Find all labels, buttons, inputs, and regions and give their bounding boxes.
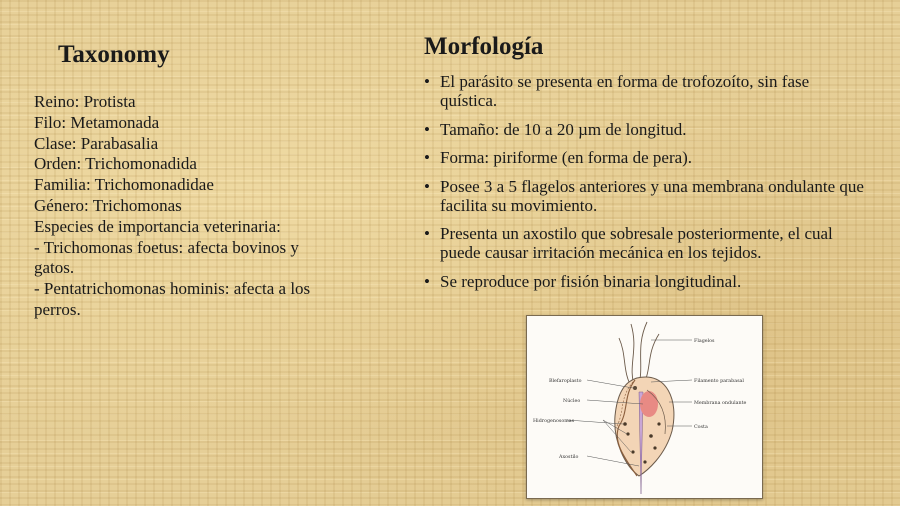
label-hidrogenosomas: Hidrogenosomas — [533, 419, 575, 424]
hydrogenosome — [623, 422, 627, 426]
taxonomy-line: Género: Trichomonas — [34, 195, 182, 215]
bullet-dot: • — [424, 224, 430, 243]
hydrogenosome — [649, 434, 653, 438]
bullet-item — [424, 272, 864, 291]
blepharoplast — [633, 386, 637, 390]
taxonomy-line: - Pentatrichomonas hominis: afecta a los perros. — [34, 279, 311, 319]
bullet-text: Forma: piriforme (en forma de pera). — [440, 148, 693, 167]
bullet-dot: • — [424, 119, 430, 139]
label-membrana: Membrana ondulante — [694, 401, 747, 406]
label-blefaroplasto: Blefaroplasto — [549, 379, 582, 384]
bullet-text: Se reproduce por fisión binaria longitudinal. — [440, 271, 742, 291]
bullet-text: Presenta un axostilo que sobresale posteriormente, el cual puede causar irritación mecánica en los tejidos. — [440, 224, 833, 262]
taxonomy-line: - Trichomonas foetus: afecta bovinos y gatos. — [34, 237, 299, 278]
morphology-title: Morfología — [424, 33, 544, 60]
bullet-item — [424, 224, 864, 262]
hydrogenosome — [657, 422, 660, 425]
taxonomy-list — [34, 92, 324, 321]
bullet-dot: • — [424, 176, 430, 196]
taxonomy-line: Clase: Parabasalia — [34, 133, 159, 153]
bullet-dot: • — [424, 148, 430, 167]
hydrogenosome — [653, 446, 656, 449]
taxonomy-line: Filo: Metamonada — [34, 112, 160, 132]
label-flagelos: Flagelos — [694, 339, 715, 344]
hydrogenosome — [643, 460, 646, 463]
taxonomy-line: Especies de importancia veterinaria: — [34, 216, 281, 236]
label-nucleo: Núcleo — [563, 399, 581, 404]
taxonomy-line: Orden: Trichomonadida — [34, 154, 197, 174]
taxonomy-title: Taxonomy — [58, 41, 170, 68]
bullet-dot: • — [424, 271, 430, 291]
bullet-item — [424, 72, 864, 110]
bullet-text: El parásito se presenta en forma de trofozoíto, sin fase quística. — [440, 72, 810, 110]
bullet-text: Posee 3 a 5 flagelos anteriores y una membrana ondulante que facilita su movimiento. — [440, 176, 864, 215]
morphology-list — [424, 72, 864, 300]
label-filamento: Filamento parabasal — [694, 379, 744, 384]
trichomonas-diagram — [526, 315, 763, 499]
bullet-item — [424, 177, 864, 215]
diagram-svg — [527, 316, 762, 498]
label-axostilo: Axostilo — [559, 455, 579, 460]
bullet-text: Tamaño: de 10 a 20 µm de longitud. — [440, 119, 687, 139]
flagellum — [619, 338, 632, 388]
bullet-dot: • — [424, 72, 430, 91]
hydrogenosome — [631, 450, 634, 453]
bullet-item — [424, 120, 864, 139]
bullet-item — [424, 148, 864, 167]
taxonomy-line: Reino: Protista — [34, 92, 136, 111]
label-costa: Costa — [694, 425, 708, 430]
taxonomy-line: Familia: Trichomonadidae — [34, 175, 214, 195]
